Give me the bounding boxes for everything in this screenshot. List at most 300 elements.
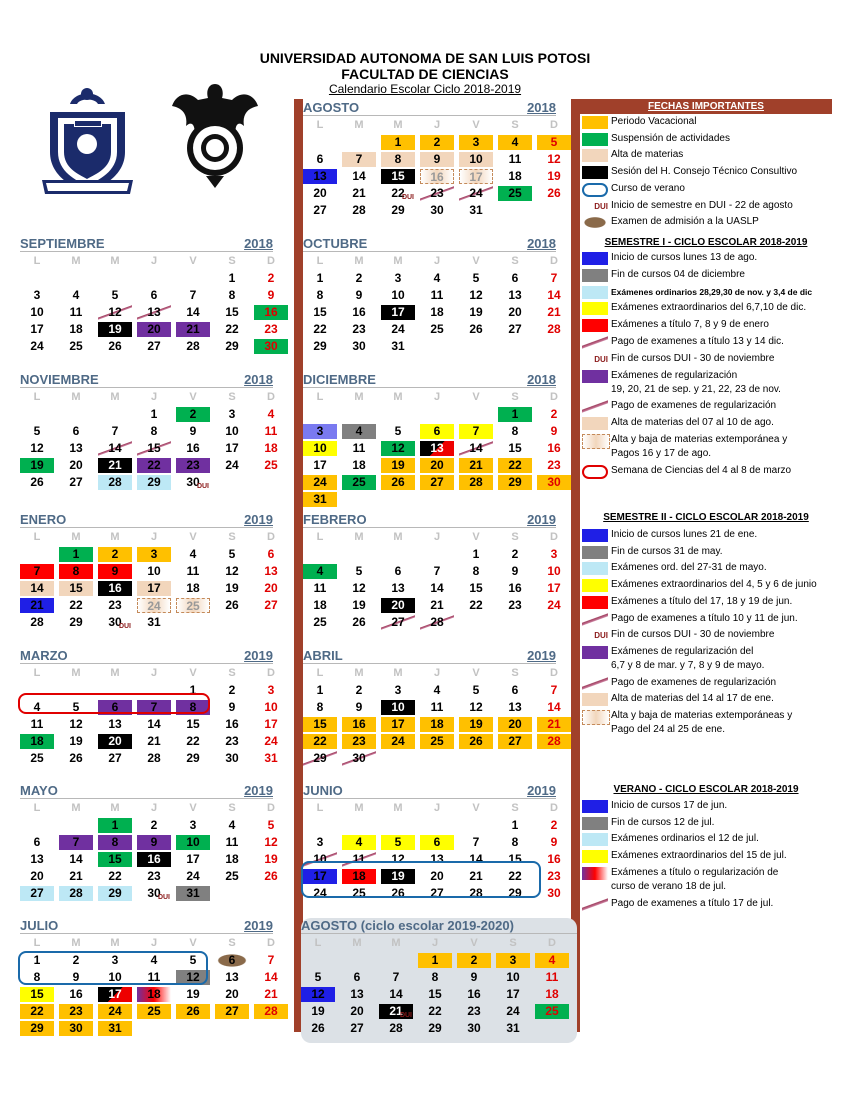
day-cell: 31	[469, 203, 483, 217]
legend-swatch-grad	[582, 867, 608, 880]
day-cell: 28	[352, 203, 366, 217]
day-cell: 25	[30, 751, 44, 765]
day-cell: 26	[264, 869, 278, 883]
weekday-header: M	[354, 255, 364, 267]
legend-item-label: Exámenes ordinarios el 12 de jul.	[611, 833, 759, 845]
weekday-header: J	[150, 802, 158, 814]
day-cell: 3	[394, 683, 402, 697]
summer-course-outline-june	[301, 861, 541, 898]
month-underline	[303, 251, 556, 252]
legend-item-label: Exámenes de regularización del	[611, 645, 754, 657]
day-cell: 11	[186, 564, 200, 578]
month-septiembre-2018	[20, 236, 278, 361]
legend-swatch-start	[582, 800, 608, 813]
day-cell: 12	[469, 700, 483, 714]
month-title: AGOSTO (ciclo escolar 2019-2020)	[301, 918, 514, 933]
legend-item-label: curso de verano 18 de jul.	[611, 880, 727, 892]
day-cell: 18	[342, 869, 376, 884]
day-cell: 7	[550, 271, 558, 285]
day-cell: 3	[267, 683, 275, 697]
day-cell: 29	[69, 615, 83, 629]
day-cell: 24	[506, 1004, 520, 1018]
day-cell: 21	[459, 458, 493, 473]
month-year: 2018	[527, 372, 556, 387]
day-cell: 18	[352, 458, 366, 472]
day-cell: 9	[228, 700, 236, 714]
day-cell: 6	[316, 152, 324, 166]
month-underline	[303, 387, 556, 388]
legend-section-title: SEMESTRE II - CICLO ESCOLAR 2018-2019	[603, 512, 809, 523]
legend-swatch-diamond	[582, 434, 610, 449]
day-cell: 23	[467, 1004, 481, 1018]
day-cell: 8	[511, 835, 519, 849]
day-cell: 2	[150, 818, 158, 832]
day-cell: 8	[511, 424, 519, 438]
day-cell: 8	[176, 700, 210, 715]
day-cell: 25	[137, 1004, 171, 1019]
legend-item-label: Exámenes a título o regularización de	[611, 866, 779, 878]
day-cell: 18	[313, 598, 327, 612]
day-cell: 13	[350, 987, 364, 1001]
weekday-header: M	[393, 667, 403, 679]
day-cell: 21	[264, 987, 278, 1001]
day-cell: 24	[459, 186, 493, 201]
legend-item-label: Alta de materias del 07 al 10 de ago.	[611, 417, 774, 429]
weekday-header: L	[316, 667, 324, 679]
day-cell: 8	[472, 564, 480, 578]
day-cell: 5	[33, 424, 41, 438]
day-cell: 24	[225, 458, 239, 472]
day-cell: 22	[469, 598, 483, 612]
legend-swatch-dui	[582, 629, 608, 642]
day-cell: 20	[420, 458, 454, 473]
day-cell: 14	[547, 700, 561, 714]
day-cell: 28	[30, 615, 44, 629]
legend-item-label: Exámenes de regularización	[611, 369, 738, 381]
university-seal-logo	[40, 82, 135, 202]
day-cell: 13	[420, 441, 454, 456]
day-cell: 25	[225, 869, 239, 883]
weekday-header: M	[393, 391, 403, 403]
day-cell: 28	[186, 339, 200, 353]
weekday-header: D	[550, 255, 558, 267]
day-cell: 30	[254, 339, 288, 354]
legend-item-label: Alta de materias	[611, 149, 684, 161]
day-cell: 13	[69, 441, 83, 455]
month-underline	[303, 663, 556, 664]
weekday-header: V	[472, 531, 480, 543]
day-cell: 26	[176, 1004, 210, 1019]
day-cell: 25	[69, 339, 83, 353]
legend-swatch-gry	[582, 817, 608, 830]
month-underline	[301, 933, 577, 934]
weekday-header: M	[71, 391, 81, 403]
day-cell: 9	[550, 835, 558, 849]
day-cell: 7	[20, 564, 54, 579]
legend-swatch-gry	[582, 546, 608, 559]
day-cell: 30	[430, 203, 444, 217]
month-year: 2018	[527, 236, 556, 251]
weekday-header: D	[267, 255, 275, 267]
dui-marker: DUI	[594, 631, 608, 641]
day-cell: 3	[459, 135, 493, 150]
day-cell: 14	[69, 852, 83, 866]
day-cell: 4	[189, 547, 197, 561]
day-cell: 6	[98, 700, 132, 715]
legend-swatch-yel	[582, 302, 608, 315]
day-cell: 25	[342, 475, 376, 490]
day-cell: 17	[225, 441, 239, 455]
day-cell: 19	[381, 869, 415, 884]
legend-item-label: Exámenes extraordinarios del 6,7,10 de dic.	[611, 302, 807, 314]
legend-item-label: Semana de Ciencias del 4 al 8 de marzo	[611, 464, 792, 476]
day-cell: 28	[147, 751, 161, 765]
day-cell: 16	[420, 169, 454, 184]
day-cell: 12	[391, 852, 405, 866]
day-cell: 30	[537, 475, 571, 490]
day-cell: 24	[137, 598, 171, 613]
legend-swatch-ord	[582, 833, 608, 846]
weekday-header: M	[110, 255, 120, 267]
day-cell: 29	[391, 203, 405, 217]
month-title: FEBRERO	[303, 512, 367, 527]
legend-section-title: VERANO - CICLO ESCOLAR 2018-2019	[613, 784, 799, 795]
day-cell: 18	[186, 581, 200, 595]
day-cell: 8	[316, 288, 324, 302]
day-cell: 31	[264, 751, 278, 765]
month-agosto-2019-2020	[301, 918, 577, 1043]
day-cell: 16	[508, 581, 522, 595]
day-cell: 7	[472, 835, 480, 849]
day-cell: 8	[316, 700, 324, 714]
legend-item-label: 19, 20, 21 de sep. y 21, 22, 23 de nov.	[611, 383, 781, 395]
weekday-header: L	[316, 119, 324, 131]
day-cell: 22	[508, 869, 522, 883]
month-year: 2019	[244, 783, 273, 798]
weekday-header: M	[354, 667, 364, 679]
weekday-header: M	[110, 667, 120, 679]
month-year: 2019	[244, 918, 273, 933]
weekday-header: S	[228, 937, 236, 949]
weekday-header: M	[71, 531, 81, 543]
day-cell: 5	[472, 271, 480, 285]
day-cell: 14	[186, 305, 200, 319]
day-cell: 29	[137, 475, 171, 490]
day-cell: 4	[72, 288, 80, 302]
day-cell: 12	[98, 305, 132, 320]
day-cell: 25	[535, 1004, 569, 1019]
day-cell: 15	[137, 441, 171, 456]
month-underline	[20, 251, 273, 252]
dui-marker: DUI	[594, 201, 608, 211]
day-cell: 6	[72, 424, 80, 438]
day-cell: 12	[547, 152, 561, 166]
weekday-header: M	[110, 802, 120, 814]
day-cell: 10	[303, 852, 337, 867]
day-cell: 26	[547, 186, 561, 200]
day-cell: 16	[98, 581, 132, 596]
day-cell: 13	[303, 169, 337, 184]
day-cell: 3	[303, 424, 337, 439]
day-cell: 29	[498, 475, 532, 490]
day-cell: 6	[33, 835, 41, 849]
day-cell: 4	[150, 953, 158, 967]
day-cell: 30	[547, 886, 561, 900]
day-cell: 10	[176, 835, 210, 850]
month-year: 2018	[244, 372, 273, 387]
day-cell: 17	[381, 305, 415, 320]
legend-item-label: 6,7 y 8 de mar. y 7, 8 y 9 de mayo.	[611, 659, 765, 671]
day-cell: 15	[469, 581, 483, 595]
day-cell: 12	[301, 987, 335, 1002]
legend-swatch-pay	[582, 400, 608, 413]
day-cell: 2	[228, 683, 236, 697]
day-cell: 27	[313, 203, 327, 217]
weekday-header: L	[33, 667, 41, 679]
day-cell: 13	[264, 564, 278, 578]
day-cell: 21	[469, 869, 483, 883]
weekday-header: S	[511, 119, 519, 131]
day-cell: 19	[225, 581, 239, 595]
day-cell: 15	[313, 305, 327, 319]
day-cell: 17	[381, 717, 415, 732]
day-cell: 1	[316, 271, 324, 285]
day-cell: 10	[547, 564, 561, 578]
day-cell: 11	[225, 835, 239, 849]
month-title: AGOSTO	[303, 100, 360, 115]
day-cell: 19	[98, 322, 132, 337]
day-cell: 4	[342, 424, 376, 439]
day-cell: 14	[430, 581, 444, 595]
weekday-header: M	[110, 937, 120, 949]
day-cell: 4	[33, 700, 41, 714]
weekday-header: M	[354, 391, 364, 403]
day-cell: 17	[506, 987, 520, 1001]
month-octubre-2018	[303, 236, 561, 361]
day-cell: 17	[186, 852, 200, 866]
month-underline	[20, 933, 273, 934]
legend-item-label: Fin de cursos DUI - 30 de noviembre	[611, 629, 775, 641]
legend-swatch-vac	[582, 116, 608, 129]
weekday-header: L	[33, 391, 41, 403]
weekday-header: M	[71, 667, 81, 679]
day-cell: 4	[267, 407, 275, 421]
weekday-header: J	[431, 937, 439, 949]
weekday-header: J	[150, 667, 158, 679]
day-cell: 30 DUI	[108, 615, 131, 630]
day-cell: 20	[430, 869, 444, 883]
day-cell: 16	[69, 987, 83, 1001]
day-cell: 5	[189, 953, 197, 967]
day-cell: 17	[264, 717, 278, 731]
day-cell: 28	[459, 475, 493, 490]
day-cell: 11	[430, 700, 444, 714]
weekday-header: M	[354, 119, 364, 131]
weekday-header: V	[472, 391, 480, 403]
day-cell: 17	[30, 322, 44, 336]
legend-item-label: Exámenes extraordinarios del 15 de jul.	[611, 850, 787, 862]
day-cell: 11	[313, 581, 327, 595]
weekday-header: M	[393, 255, 403, 267]
day-cell: 1	[150, 407, 158, 421]
weekday-header: S	[511, 802, 519, 814]
month-title: SEPTIEMBRE	[20, 236, 105, 251]
day-cell: 24	[381, 734, 415, 749]
day-cell: 5	[72, 700, 80, 714]
day-cell: 12	[264, 835, 278, 849]
weekday-header: S	[511, 667, 519, 679]
day-cell: 27	[108, 751, 122, 765]
day-cell: 27	[350, 1021, 364, 1035]
day-cell: 3	[33, 288, 41, 302]
day-cell: 10	[108, 970, 122, 984]
day-cell: 19	[381, 458, 415, 473]
day-cell: 15	[428, 987, 442, 1001]
day-cell: 11	[508, 152, 522, 166]
day-cell: 22 DUI	[391, 186, 414, 201]
day-cell: 14	[389, 987, 403, 1001]
day-cell: 15	[20, 987, 54, 1002]
month-underline	[303, 798, 556, 799]
day-cell: 2	[457, 953, 491, 968]
legend-item-label: Inicio de semestre en DUI - 22 de agosto	[611, 199, 793, 211]
weekday-header: J	[150, 391, 158, 403]
weekday-header: M	[391, 937, 401, 949]
day-cell: 3	[316, 835, 324, 849]
day-cell: 31	[98, 1021, 132, 1036]
day-cell: 27	[147, 339, 161, 353]
legend-section-title: SEMESTRE I - CICLO ESCOLAR 2018-2019	[604, 237, 808, 248]
day-cell: 21	[69, 869, 83, 883]
weekday-header: L	[316, 531, 324, 543]
day-cell: 21	[547, 305, 561, 319]
legend-swatch-hat	[582, 216, 608, 229]
day-cell: 25	[352, 886, 366, 900]
day-cell: 3	[394, 271, 402, 285]
day-cell: 10	[381, 700, 415, 715]
day-cell: 29	[303, 751, 337, 766]
legend-item-label: Fin de cursos DUI - 30 de noviembre	[611, 352, 775, 364]
day-cell: 19	[20, 458, 54, 473]
day-cell: 3	[228, 407, 236, 421]
weekday-header: J	[150, 937, 158, 949]
day-cell: 20	[264, 581, 278, 595]
day-cell: 11	[69, 305, 83, 319]
day-cell: 26	[469, 322, 483, 336]
day-cell: 21	[537, 717, 571, 732]
legend-item-label: Examen de admisión a la UASLP	[611, 216, 759, 228]
weekday-header: D	[267, 391, 275, 403]
day-cell: 3	[137, 547, 171, 562]
day-cell: 31	[303, 492, 337, 507]
day-cell: 24	[30, 339, 44, 353]
day-cell: 23	[147, 869, 161, 883]
weekday-header: S	[509, 937, 517, 949]
day-cell: 30	[352, 339, 366, 353]
day-cell: 22	[303, 734, 337, 749]
day-cell: 17	[303, 869, 337, 884]
month-year: 2019	[244, 648, 273, 663]
weekday-header: M	[71, 802, 81, 814]
month-underline	[303, 115, 556, 116]
day-cell: 22	[108, 869, 122, 883]
calendar-subtitle: Calendario Escolar Ciclo 2018-2019	[328, 82, 522, 96]
legend-divider	[571, 99, 580, 1032]
legend-swatch-red	[582, 319, 608, 332]
day-cell: 9	[355, 288, 363, 302]
day-cell: 26	[225, 598, 239, 612]
day-cell: 23	[342, 734, 376, 749]
day-cell: 14	[264, 970, 278, 984]
day-cell: 4	[433, 271, 441, 285]
day-cell: 16	[352, 305, 366, 319]
day-cell: 23	[264, 322, 278, 336]
day-cell: 22	[313, 322, 327, 336]
weekday-header: S	[511, 255, 519, 267]
weekday-header: L	[33, 531, 41, 543]
month-noviembre-2018	[20, 372, 278, 497]
month-title: ENERO	[20, 512, 67, 527]
day-cell: 1	[511, 818, 519, 832]
day-cell: 28	[59, 886, 93, 901]
day-cell: 7	[137, 700, 171, 715]
day-cell: 20	[30, 869, 44, 883]
weekday-header: M	[110, 531, 120, 543]
dui-marker: DUI	[196, 483, 209, 490]
day-cell: 23	[176, 458, 210, 473]
day-cell: 2	[511, 547, 519, 561]
legend-swatch-ord	[582, 286, 608, 299]
day-cell: 23	[508, 598, 522, 612]
day-cell: 9	[420, 152, 454, 167]
weekday-header: S	[511, 531, 519, 543]
day-cell: 23	[420, 186, 454, 201]
legend-swatch-gry	[582, 269, 608, 282]
day-cell: 27	[420, 475, 454, 490]
day-cell: 23	[59, 1004, 93, 1019]
legend-swatch-start	[582, 529, 608, 542]
weekday-header: D	[550, 531, 558, 543]
weekday-header: D	[267, 937, 275, 949]
legend-swatch-enr	[582, 417, 608, 430]
day-cell: 19	[459, 717, 493, 732]
legend-swatch-enr	[582, 149, 608, 162]
day-cell: 17	[98, 987, 132, 1002]
summer-course-outline-july	[18, 951, 208, 985]
day-cell: 19	[264, 852, 278, 866]
day-cell: 22	[498, 458, 532, 473]
day-cell: 2	[355, 683, 363, 697]
weekday-header: D	[267, 667, 275, 679]
day-cell: 2	[420, 135, 454, 150]
day-cell: 6	[394, 564, 402, 578]
day-cell: 4	[303, 564, 337, 579]
day-cell: 22	[428, 1004, 442, 1018]
weekday-header: V	[189, 391, 197, 403]
day-cell: 25	[498, 186, 532, 201]
weekday-header: V	[189, 802, 197, 814]
day-cell: 18	[545, 987, 559, 1001]
legend-item-label: Fin de cursos 12 de jul.	[611, 816, 715, 828]
legend-swatch-blk	[582, 166, 608, 179]
day-cell: 17	[313, 458, 327, 472]
day-cell: 5	[228, 547, 236, 561]
weekday-header: L	[316, 391, 324, 403]
legend-swatch-start	[582, 252, 608, 265]
legend-item-label: Inicio de cursos 17 de jun.	[611, 800, 728, 811]
day-cell: 8	[228, 288, 236, 302]
legend-item-label: Fin de cursos 31 de may.	[611, 545, 723, 557]
